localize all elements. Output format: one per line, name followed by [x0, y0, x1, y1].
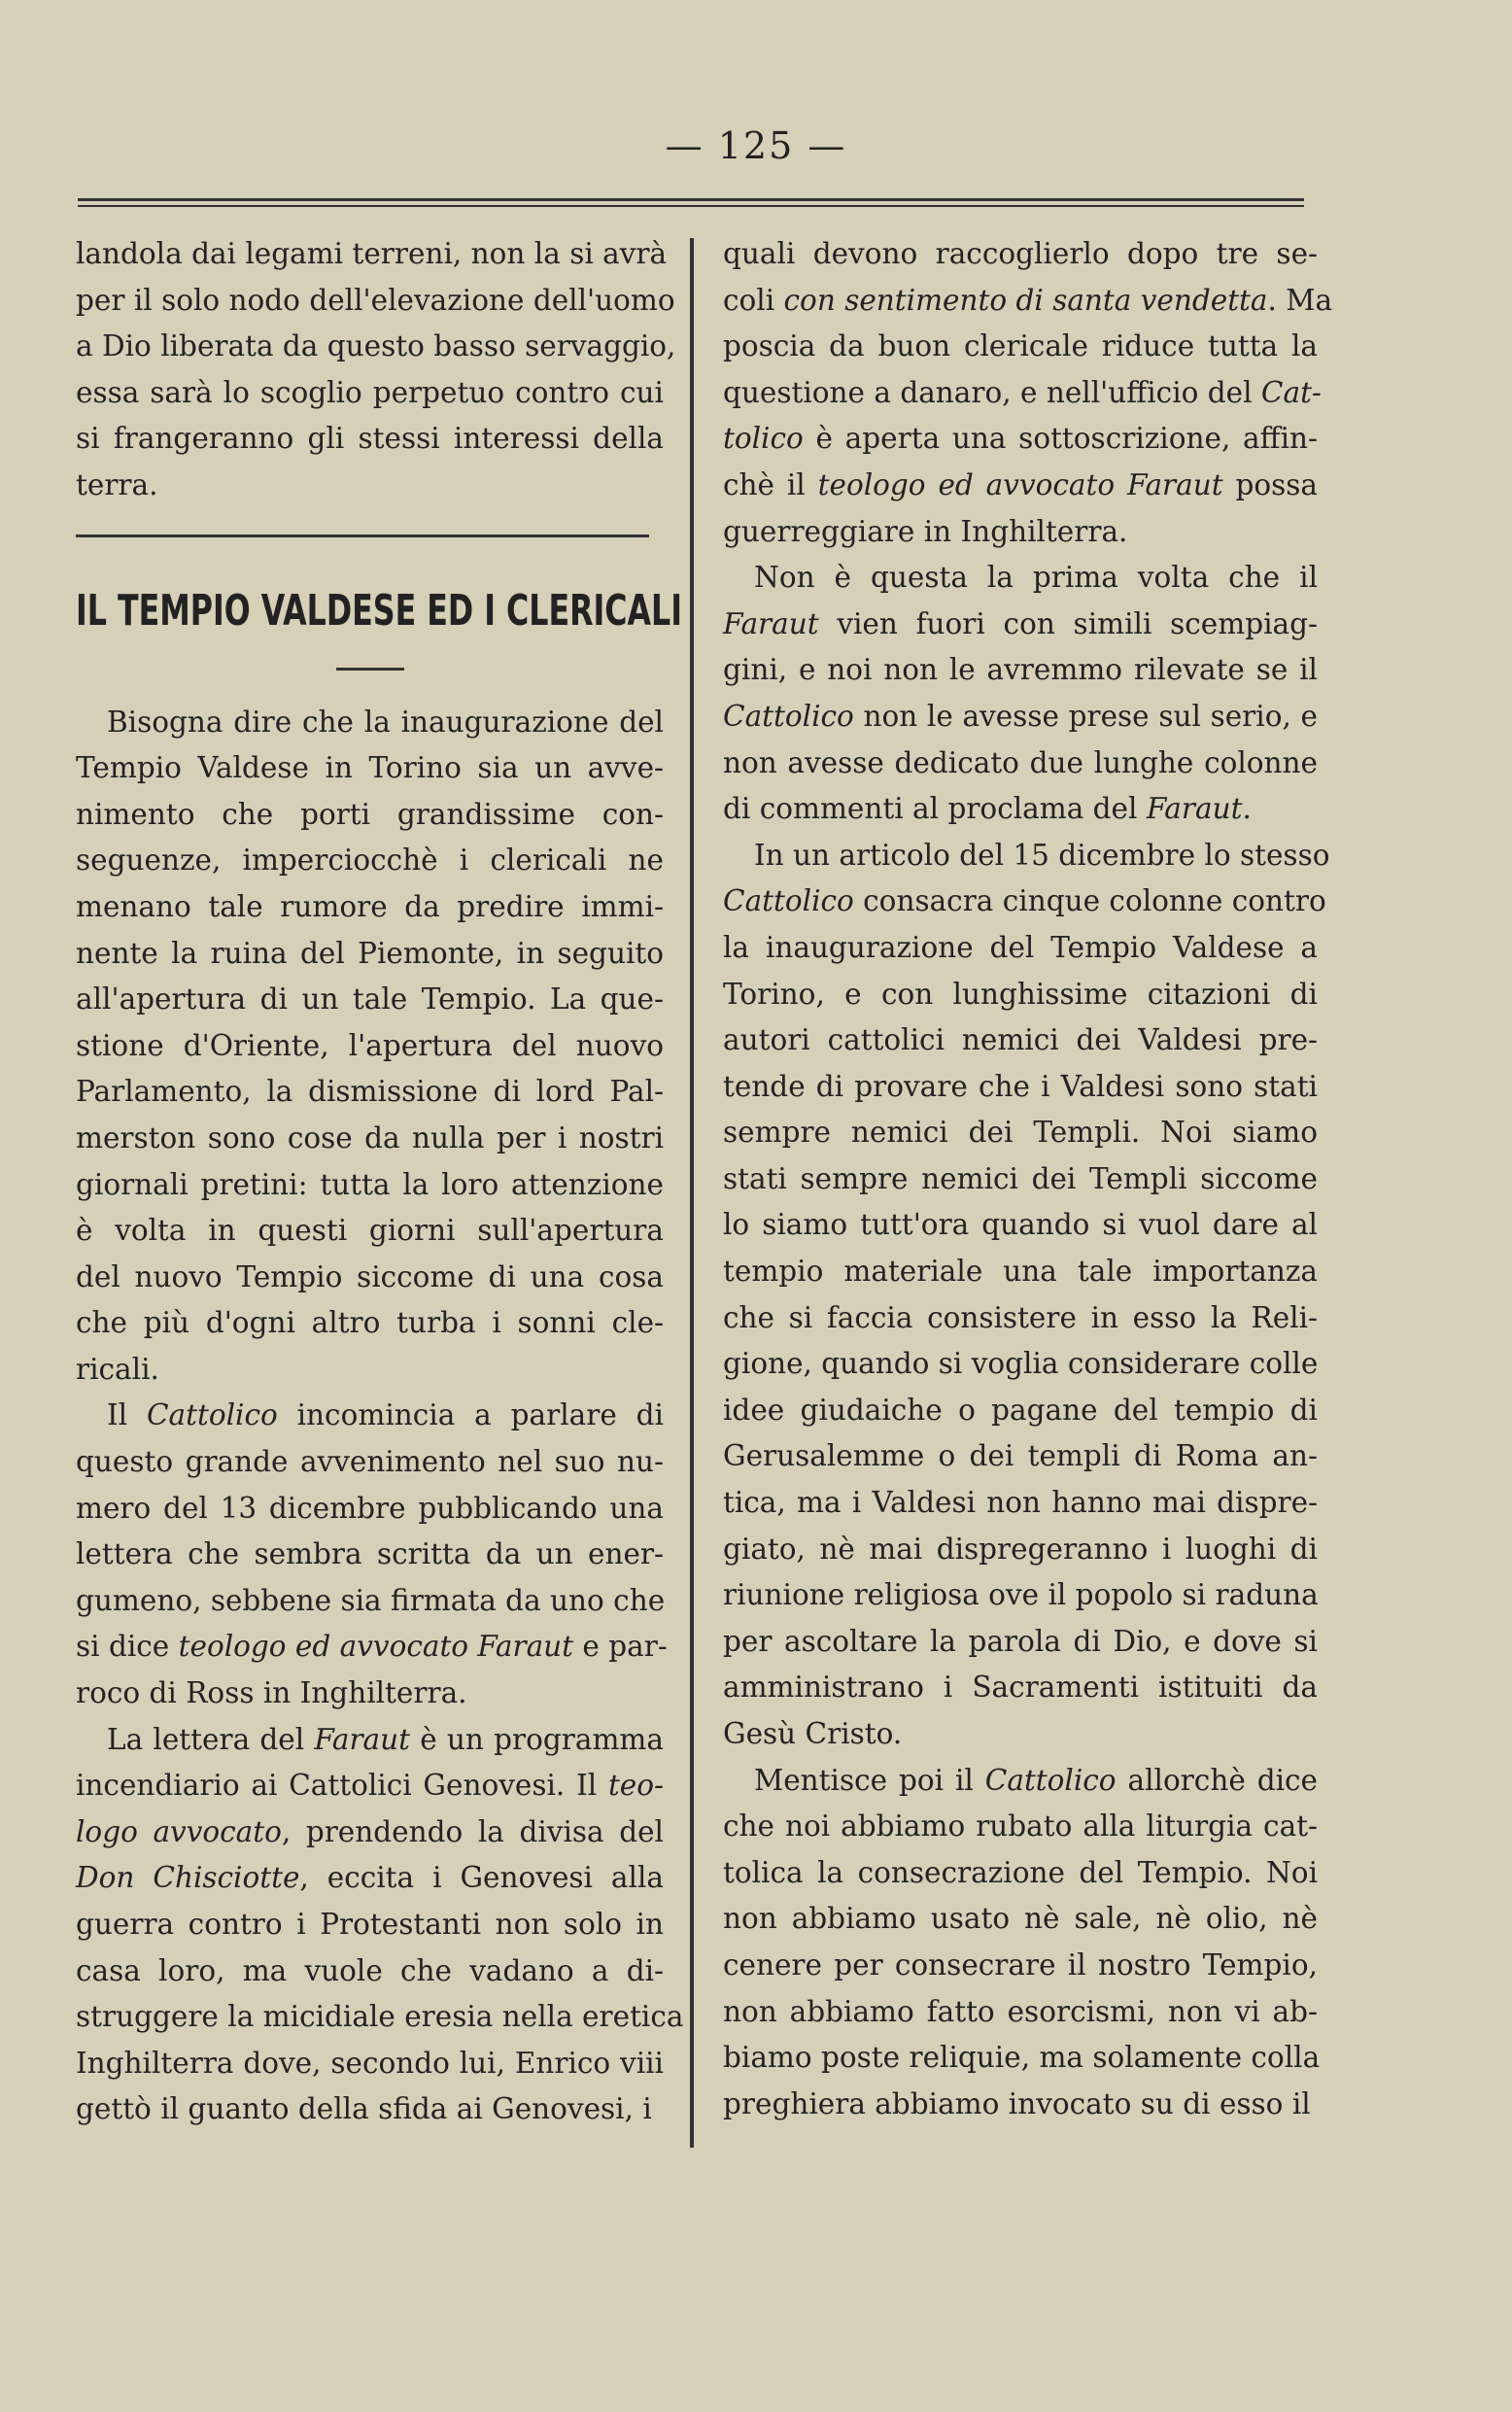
text-line: Gerusalemme o dei templi di Roma an- [723, 1439, 1318, 1473]
right-column [723, 231, 1333, 2127]
text-line: idee giudaiche o pagane del tempio di [723, 1393, 1318, 1427]
text-line: Bisogna dire che la inaugurazione del [107, 705, 664, 739]
text-line: casa loro, ma vuole che vadano a di- [76, 1953, 664, 1987]
text-line: In un articolo del 15 dicembre lo stesso [754, 838, 1330, 872]
text-line: giato, nè mai dispregeranno i luoghi di [723, 1532, 1318, 1566]
text-line: Gesù Cristo. [723, 1717, 903, 1750]
italic-text: teologo ed avvocato Faraut [817, 467, 1223, 501]
text-line: nimento che porti grandissime con- [76, 797, 664, 831]
text-line: menano tale rumore da predire immi- [76, 889, 664, 923]
text-line: non abbiamo usato nè sale, nè olio, nè [723, 1902, 1318, 1936]
paragraph [76, 1717, 684, 2133]
text-line: Cattolico non le avesse prese sul serio, e [723, 699, 1318, 733]
text-line: poscia da buon clericale riduce tutta la [723, 329, 1318, 363]
text-line: tempio materiale una tale importanza [723, 1255, 1318, 1289]
text-line: tolica la consecrazione del Tempio. Noi [723, 1855, 1318, 1889]
text-line: stati sempre nemici dei Templi siccome [723, 1161, 1318, 1195]
paragraph [723, 833, 1330, 1758]
paragraph [723, 231, 1333, 555]
text-line: biamo poste reliquie, ma solamente colla [723, 2041, 1321, 2075]
left-column [76, 231, 684, 2133]
text-line: non avesse dedicato due lunghe colonne [723, 745, 1318, 779]
text-line: autori cattolici nemici dei Valdesi pre- [723, 1023, 1318, 1057]
text-line: stione d'Oriente, l'apertura del nuovo [76, 1028, 664, 1062]
italic-text: teo- [607, 1769, 664, 1803]
text-line: lo siamo tutt'ora quando si vuol dare al [723, 1208, 1318, 1242]
text-line: questione a danaro, e nell'ufficio del Cat- [723, 375, 1322, 409]
italic-text: Faraut [723, 606, 819, 640]
italic-text: teologo ed avvocato Faraut [178, 1630, 574, 1664]
paragraph [76, 231, 676, 509]
text-line: Don Chisciotte, eccita i Genovesi alla [76, 1861, 664, 1895]
text-line: di commenti al proclama del Faraut. [723, 792, 1252, 826]
column-divider [690, 238, 694, 2148]
italic-text: Don Chisciotte [76, 1861, 300, 1895]
header-rule [78, 198, 1304, 207]
italic-text: tolico [723, 422, 804, 456]
text-line: coli con sentimento di santa vendetta. Ma [723, 283, 1333, 317]
text-line: struggere la micidiale eresia nella eretica [76, 2000, 684, 2034]
italic-text: logo avvocato [76, 1814, 282, 1848]
text-line: gini, e noi non le avremmo rilevate se il [723, 653, 1318, 687]
text-line: questo grande avvenimento nel suo nu- [76, 1445, 664, 1479]
text-line: roco di Ross in Inghilterra. [76, 1676, 467, 1710]
text-line: essa sarà lo scoglio perpetuo contro cui [76, 375, 664, 409]
text-line: che si faccia consistere in esso la Reli- [723, 1300, 1318, 1334]
text-line: Cattolico consacra cinque colonne contro [723, 884, 1326, 918]
paragraph [76, 1393, 668, 1716]
text-line: merston sono cose da nulla per i nostri [76, 1120, 664, 1154]
text-line: amministrano i Sacramenti istituiti da [723, 1671, 1318, 1705]
text-line: a Dio liberata da questo basso servaggio, [76, 329, 676, 363]
text-line: Non è questa la prima volta che il [754, 561, 1318, 595]
italic-text: con sentimento di santa vendetta [783, 283, 1268, 317]
text-line: seguenze, imperciocchè i clericali ne [76, 844, 664, 878]
text-line: cenere per consecrare il nostro Tempio, [723, 1947, 1318, 1981]
text-line: tende di provare che i Valdesi sono stati [723, 1069, 1318, 1103]
text-line: preghiera abbiamo invocato su di esso il [723, 2086, 1311, 2120]
text-line: all'apertura di un tale Tempio. La que- [76, 982, 664, 1016]
text-line: per ascoltare la parola di Dio, e dove si [723, 1624, 1318, 1658]
text-line: che più d'ogni altro turba i sonni cle- [76, 1306, 664, 1340]
page-number: — 125 — [665, 124, 847, 167]
italic-text: Cattolico [723, 699, 854, 733]
italic-text: Cattolico [984, 1763, 1117, 1797]
text-line: tica, ma i Valdesi non hanno mai dispre- [723, 1486, 1318, 1520]
text-line: tolico è aperta una sottoscrizione, affin- [723, 422, 1318, 456]
text-line: Inghilterra dove, secondo lui, Enrico viii [76, 2046, 664, 2080]
text-line: sempre nemici dei Templi. Noi siamo [723, 1116, 1318, 1150]
text-line: landola dai legami terreni, non la si avrà [76, 237, 668, 270]
text-line: lettera che sembra scritta da un ener- [76, 1537, 664, 1571]
text-line: Parlamento, la dismissione di lord Pal- [76, 1075, 664, 1109]
italic-text: Cat- [1260, 375, 1322, 409]
text-line: chè il teologo ed avvocato Faraut possa [723, 467, 1318, 501]
text-line: che noi abbiamo rubato alla liturgia cat- [723, 1809, 1318, 1843]
text-line: La lettera del Faraut è un programma [107, 1722, 664, 1756]
text-line: è volta in questi giorni sull'apertura [76, 1214, 664, 1248]
text-line: Tempio Valdese in Torino sia un avve- [76, 751, 664, 785]
text-line: la inaugurazione del Tempio Valdese a [723, 930, 1318, 964]
italic-text: Faraut [1146, 792, 1243, 826]
section-rule [76, 534, 649, 537]
text-line: mero del 13 dicembre pubblicando una [76, 1491, 664, 1525]
text-line: si dice teologo ed avvocato Faraut e par- [76, 1630, 668, 1664]
text-line: gumeno, sebbene sia firmata da uno che [76, 1583, 666, 1617]
text-line: incendiario ai Cattolici Genovesi. Il teo- [76, 1769, 664, 1803]
article-title: IL TEMPIO VALDESE ED I CLERICALI [76, 585, 683, 636]
text-line: gione, quando si voglia considerare colle [723, 1347, 1319, 1381]
text-line: ricali. [76, 1352, 159, 1386]
text-line: Torino, e con lunghissime citazioni di [723, 977, 1318, 1011]
text-line: giornali pretini: tutta la loro attenzione [76, 1167, 664, 1201]
italic-text: Cattolico [146, 1398, 278, 1432]
text-line: quali devono raccoglierlo dopo tre se- [723, 237, 1318, 270]
text-line: guerra contro i Protestanti non solo in [76, 1908, 664, 1941]
text-line: Il Cattolico incomincia a parlare di [107, 1398, 664, 1432]
text-line: non abbiamo fatto esorcismi, non vi ab- [723, 1994, 1318, 2028]
text-line: si frangeranno gli stessi interessi della [76, 422, 664, 456]
italic-text: Cattolico [723, 884, 854, 918]
paragraph [723, 1758, 1321, 2128]
text-line: terra. [76, 467, 158, 501]
paragraph [76, 700, 664, 1394]
text-line: logo avvocato, prendendo la divisa del [76, 1814, 664, 1848]
text-line: nente la ruina del Piemonte, in seguito [76, 936, 664, 970]
text-line: Faraut vien fuori con simili scempiag- [723, 606, 1318, 640]
paragraph [723, 555, 1318, 833]
text-line: del nuovo Tempio siccome di una cosa [76, 1259, 664, 1293]
text-line: riunione religiosa ove il popolo si raduna [723, 1578, 1319, 1612]
text-line: per il solo nodo dell'elevazione dell'uomo [76, 283, 675, 317]
title-dash [336, 668, 404, 671]
italic-text: Faraut [314, 1722, 410, 1756]
text-line: guerreggiare in Inghilterra. [723, 514, 1128, 548]
text-line: gettò il guanto della sfida ai Genovesi, i [76, 2092, 652, 2126]
text-line: Mentisce poi il Cattolico allorchè dice [754, 1763, 1318, 1797]
